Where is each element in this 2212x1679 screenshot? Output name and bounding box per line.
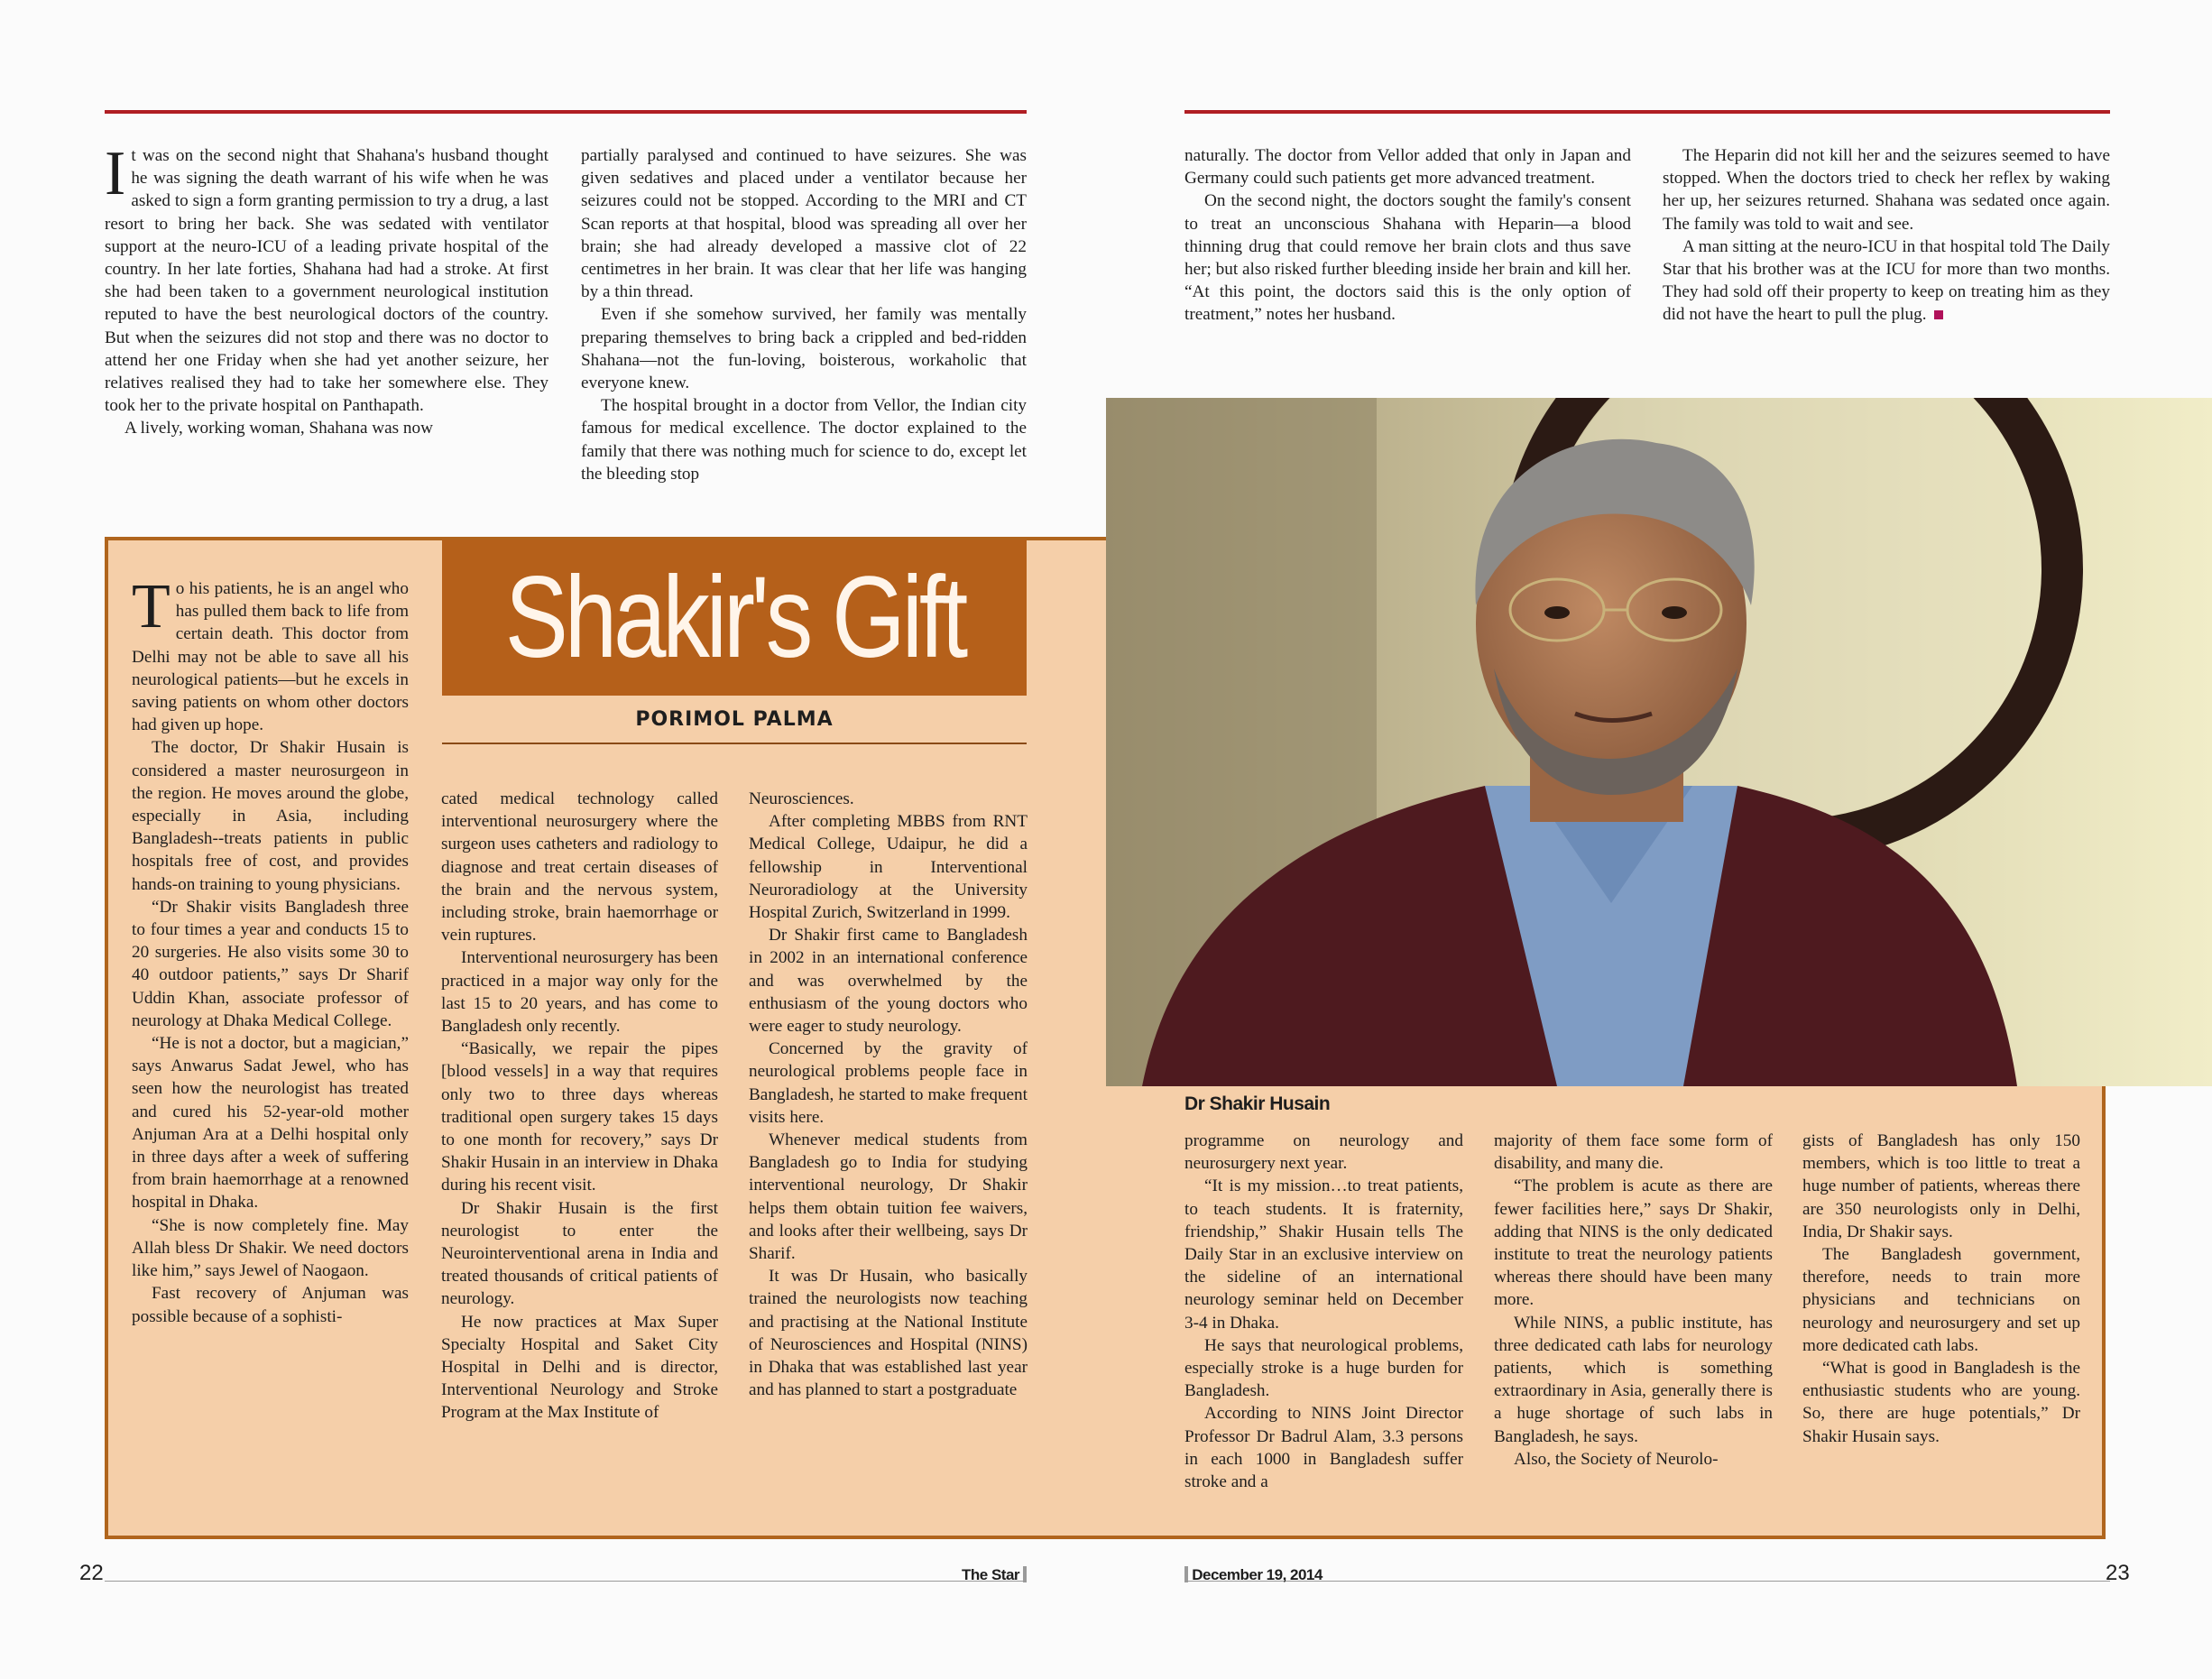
feature-paragraph: gists of Bangladesh has only 150 members, which is too little to treat a huge number of patients, whereas there are 350 neurologists only in Delhi, India, Dr Shakir says.	[1802, 1131, 2080, 1241]
feature-paragraph: Concerned by the gravity of neurological problems people face in Bangladesh, he started to make frequent visits here.	[749, 1039, 1028, 1127]
feature-paragraph: Neurosciences.	[749, 789, 854, 808]
feature-paragraph: Dr Shakir Husain is the first neurologist to enter the Neurointerventional arena in India and treated thousands of critical patients of neurology.	[441, 1198, 718, 1309]
feature-paragraph: He says that neurological problems, especially stroke is a huge burden for Bangladesh.	[1184, 1335, 1463, 1401]
story-column-4	[1663, 144, 2110, 327]
feature-paragraph: To his patients, he is an angel who has pulled them back to life from certain death. This doctor from Delhi may not be able to save all his neurological patients—but he excels in saving patients on whom other doctors had given up hope.	[132, 572, 409, 735]
feature-paragraph: Whenever medical students from Bangladesh go to India for studying interventional neurology, Dr Shakir helps them obtain tuition fee waivers, and looks after their wellbeing, says Dr Sharif.	[749, 1130, 1028, 1264]
story-paragraph: The hospital brought in a doctor from Vellor, the Indian city famous for medical excellence. The doctor explained to the family that there was nothing much for science to do, except let the bleeding stop	[581, 396, 1027, 484]
feature-paragraph: “She is now completely fine. May Allah bless Dr Shakir. We need doctors like him,” says Jewel of Naogaon.	[132, 1215, 409, 1281]
feature-title: Shakir's Gift	[504, 553, 964, 682]
end-of-story-mark	[1934, 310, 1943, 319]
feature-paragraph: cated medical technology called interventional neurosurgery where the surgeon uses catheters and radiology to diagnose and treat certain diseases of the brain and the nervous system, including stroke, brain haemorrhage or vein ruptures.	[441, 789, 718, 946]
feature-paragraph: “He is not a doctor, but a magician,” says Anwarus Sadat Jewel, who has seen how the neurologist has treated and cured his 52-year-old mother Anjuman Ara at a Delhi hospital only in three days after a week of suffering from brain haemorrhage at a renowned hospital in Dhaka.	[132, 1034, 409, 1213]
runner-tick	[1184, 1566, 1188, 1582]
issue-date: December 19, 2014	[1184, 1566, 1323, 1584]
top-rule-left	[105, 110, 1027, 114]
page-number-right: 23	[2106, 1561, 2130, 1585]
feature-paragraph: It was Dr Husain, who basically trained the neurologists now teaching and practising at the National Institute of Neurosciences and Hospital (NINS) in Dhaka that was established last year and has planned to start a postgraduate	[749, 1267, 1028, 1400]
feature-paragraph: While NINS, a public institute, has three dedicated cath labs for neurology patients, which is something extraordinary in Asia, generally there is a huge shortage of such labs in Bangladesh, he says.	[1494, 1313, 1773, 1446]
feature-column-6	[1802, 1130, 2080, 1448]
feature-title-banner	[442, 540, 1027, 696]
story-column-2	[581, 144, 1027, 485]
feature-paragraph: The doctor, Dr Shakir Husain is considered a master neurosurgeon in the region. He moves around the globe, especially in Asia, including Bangladesh--treats patients in public hospitals free of cost, and provides hands-on training to young physicians.	[132, 738, 409, 894]
feature-paragraph: “The problem is acute as there are fewer facilities here,” says Dr Shakir, adding that NINS is the only dedicated institute to treat the neurology patients whereas there should have been many more.	[1494, 1176, 1773, 1310]
photo-caption: Dr Shakir Husain	[1184, 1093, 1331, 1114]
story-paragraph: Even if she somehow survived, her family was mentally preparing themselves to bring back a crippled and bed-ridden Shahana—not the fun-loving, boisterous, workaholic that everyone knew.	[581, 305, 1027, 393]
feature-paragraph: Dr Shakir first came to Bangladesh in 2002 in an international conference and was overwhelmed by the enthusiasm of the young doctors who were eager to study neurology.	[749, 926, 1028, 1037]
feature-column-4	[1184, 1130, 1463, 1493]
feature-paragraph: After completing MBBS from RNT Medical College, Udaipur, he did a fellowship in Interventional Neuroradiology at the University Hospital Zurich, Switzerland in 1999.	[749, 812, 1028, 923]
feature-paragraph: “What is good in Bangladesh is the enthusiastic students who are young. So, there are huge potentials,” Dr Shakir Husain says.	[1802, 1359, 2080, 1446]
story-paragraph: The Heparin did not kill her and the seizures seemed to have stopped. When the doctors tried to check her reflex by waking her up, her seizures returned. Shahana was sedated once again. The family was told to wait and see.	[1663, 146, 2110, 234]
feature-paragraph: programme on neurology and neurosurgery next year.	[1184, 1131, 1463, 1174]
story-paragraph: A man sitting at the neuro-ICU in that hospital told The Daily Star that his brother was at the ICU for more than two months. They had sold off their property to keep on treating him as they did not have the heart to pull the plug.	[1663, 236, 2110, 325]
feature-paragraph: “Basically, we repair the pipes [blood vessels] in a way that requires only two to three days whereas traditional open surgery takes 15 days to one month for recovery,” says Dr Shakir Husain in an interview in Dhaka during his recent visit.	[441, 1039, 718, 1195]
feature-column-1	[132, 572, 409, 1328]
feature-paragraph: He now practices at Max Super Specialty Hospital and Saket City Hospital in Delhi and is director, Interventional Neurology and Stroke Program at the Max Institute of	[441, 1312, 718, 1423]
footer-rule-left	[105, 1581, 1027, 1582]
publication-name: The Star	[962, 1566, 1027, 1584]
story-paragraph: naturally. The doctor from Vellor added that only in Japan and Germany could such patients get more advanced treatment.	[1184, 146, 1631, 189]
story-paragraph: On the second night, the doctors sought the family's consent to treat an unconscious Shahana with Heparin—a blood thinning drug that could remove her brain clots and thus save her; but also risked further bleeding inside her brain and kill her. “At this point, the doctors said this is the only option of treatment,” notes her husband.	[1184, 191, 1631, 325]
story-paragraph: A lively, working woman, Shahana was now	[124, 419, 433, 438]
feature-paragraph: “It is my mission…to treat patients, to teach students. It is fraternity, friendship,” Shakir Husain tells The Daily Star in an exclusive interview on the sideline of an international neurology seminar held on December 3-4 in Dhaka.	[1184, 1176, 1463, 1333]
feature-paragraph: The Bangladesh government, therefore, needs to train more physicians and technicians on neurology and neurosurgery and set up more dedicated cath labs.	[1802, 1245, 2080, 1355]
story-paragraph: It was on the second night that Shahana's husband thought he was signing the death warrant of his wife when he was asked to sign a form granting permission to try a drug, a last resort to bring her back. She was sedated with ventilator support at the neuro-ICU of a leading private hospital of the country. In her late forties, Shahana had had a stroke. At first she had been taken to a government neurological institution reputed to have the best neurological doctors of the country. But when the seizures did not stop and there was no doctor to attend her one Friday when she had yet another seizure, her relatives realised they had to take her somewhere else. They took her to the private hospital on Panthapath.	[105, 139, 548, 416]
portrait-photo	[1106, 398, 2212, 1086]
byline: PORIMOL PALMA	[635, 708, 834, 731]
feature-paragraph: Fast recovery of Anjuman was possible because of a sophisti-	[132, 1284, 409, 1326]
byline-rule	[442, 743, 1027, 744]
feature-column-2	[441, 788, 718, 1425]
drop-cap: I	[105, 139, 126, 208]
footer-rule-right	[1184, 1581, 2110, 1582]
portrait-illustration	[1106, 398, 2212, 1086]
feature-paragraph: Also, the Society of Neurolo-	[1514, 1449, 1719, 1469]
feature-column-5	[1494, 1130, 1773, 1471]
page-number-left: 22	[79, 1561, 104, 1585]
feature-paragraph: Interventional neurosurgery has been practiced in a major way only for the last 15 to 20 years, and has come to Bangladesh only recently.	[441, 948, 718, 1037]
top-rule-right	[1184, 110, 2110, 114]
feature-paragraph: majority of them face some form of disability, and many die.	[1494, 1131, 1773, 1174]
story-column-3	[1184, 144, 1631, 327]
runner-tick	[1023, 1566, 1027, 1582]
drop-cap: T	[132, 572, 171, 641]
story-column-1	[105, 139, 548, 440]
story-paragraph: partially paralysed and continued to have seizures. She was given sedatives and placed under a ventilator because her seizures could not be stopped. According to the MRI and CT Scan reports at that hospital, blood was spreading all over her brain; she had already developed a massive clot of 22 centimetres in her brain. It was clear that her life was hanging by a thin thread.	[581, 146, 1027, 302]
feature-paragraph: According to NINS Joint Director Professor Dr Badrul Alam, 3.3 persons in each 1000 in Bangladesh suffer stroke and a	[1184, 1404, 1463, 1492]
feature-column-3	[749, 788, 1028, 1401]
feature-paragraph: “Dr Shakir visits Bangladesh three to four times a year and conducts 15 to 20 surgeries. He also visits some 30 to 40 outdoor patients,” says Dr Sharif Uddin Khan, associate professor of neurology at Dhaka Medical College.	[132, 897, 409, 1030]
